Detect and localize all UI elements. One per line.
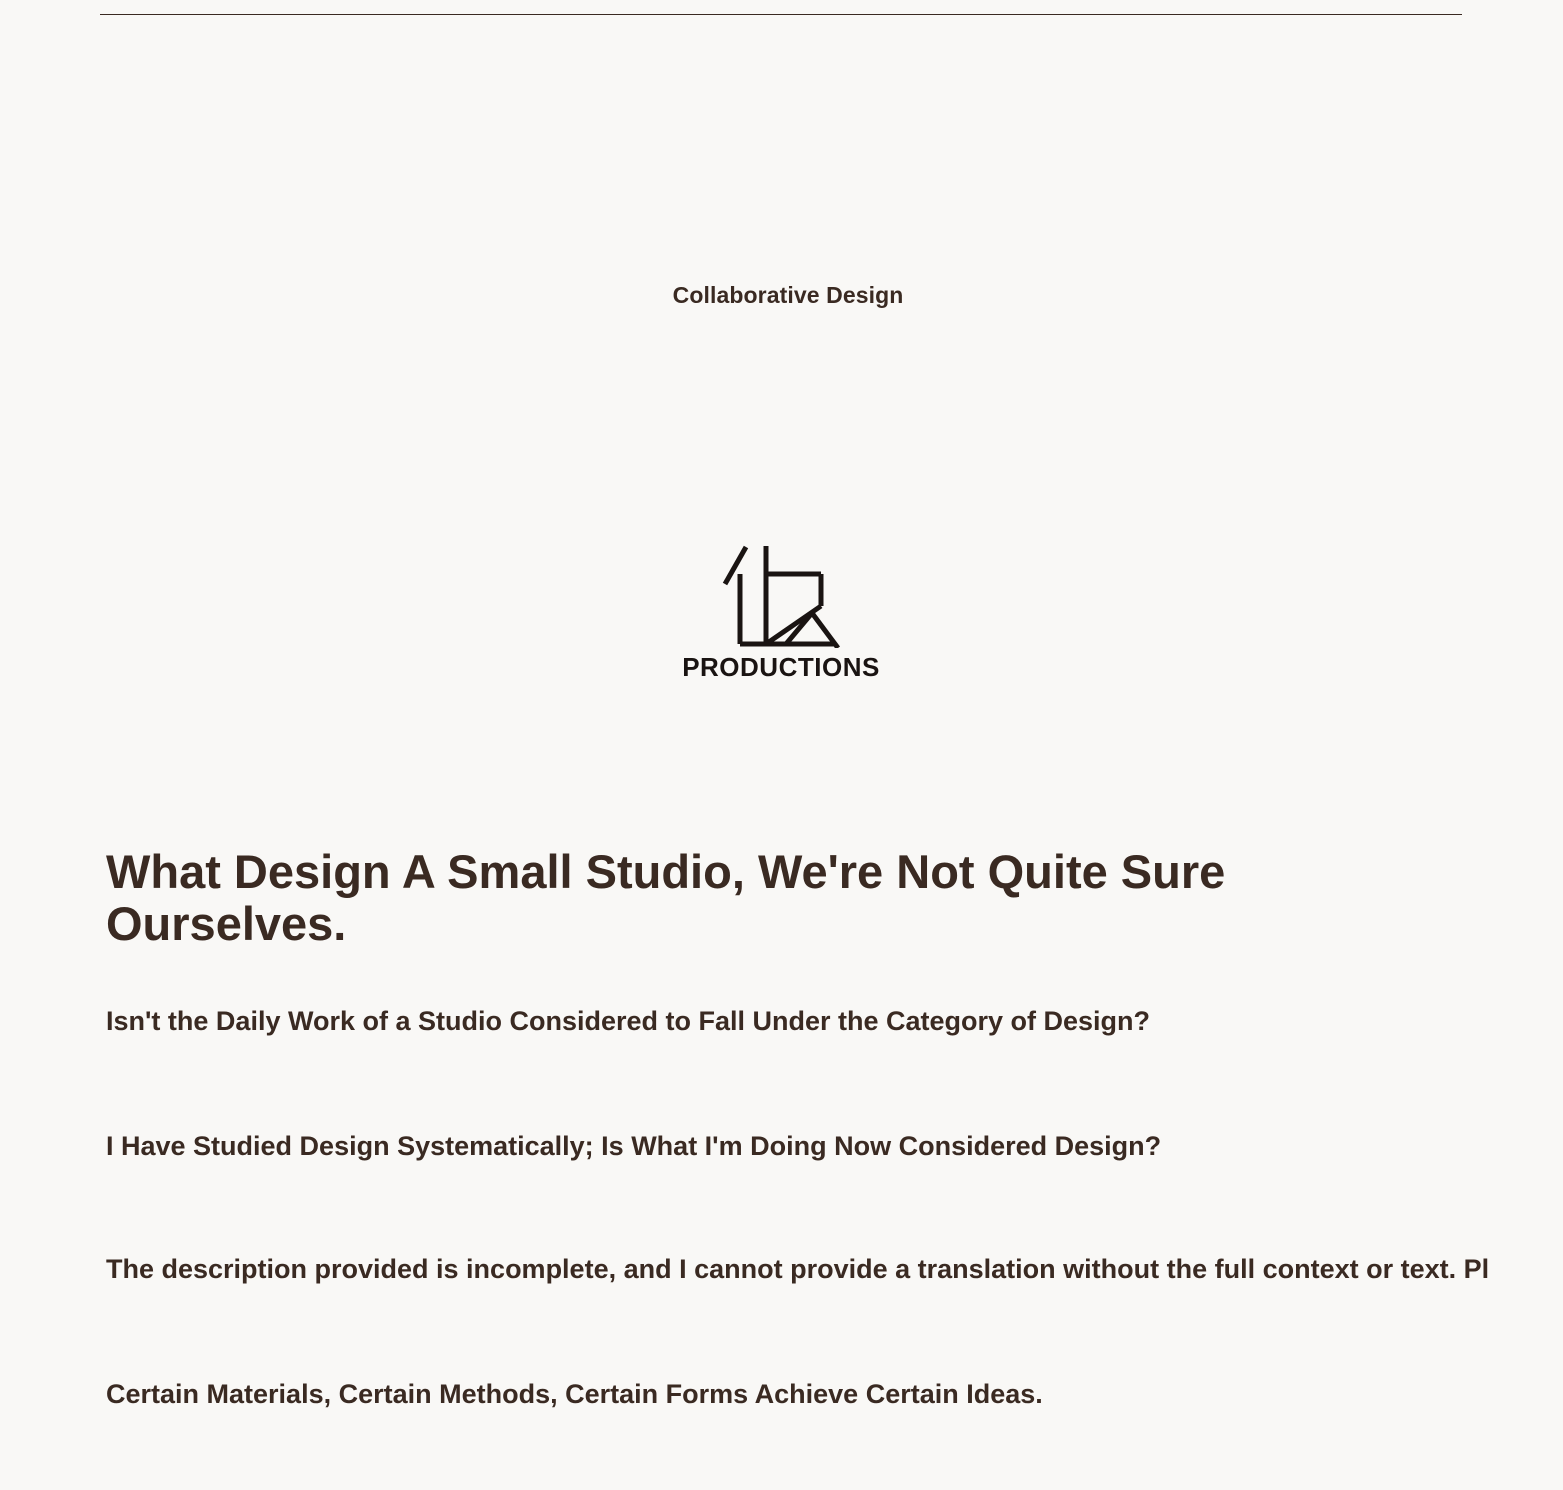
statement-item[interactable]: Certain Materials, Certain Methods, Certain Forms Achieve Certain Ideas.	[106, 1379, 1043, 1409]
tagline: Collaborative Design	[672, 282, 904, 308]
page-headline: What Design A Small Studio, We're Not Quite Sure Ourselves.	[106, 845, 1226, 950]
question-item[interactable]: I Have Studied Design Systematically; Is What I'm Doing Now Considered Design?	[106, 1131, 1162, 1161]
question-item[interactable]: Isn't the Daily Work of a Studio Considered to Fall Under the Category of Design?	[106, 1006, 1151, 1036]
top-divider	[100, 14, 1462, 15]
logo-wordmark: PRODUCTIONS	[682, 652, 880, 682]
question-item[interactable]: The description provided is incomplete, and I cannot provide a translation without the full context or text. Pl	[106, 1254, 1490, 1284]
brand-logo[interactable]	[670, 538, 900, 688]
studio-monogram-icon	[720, 538, 850, 648]
